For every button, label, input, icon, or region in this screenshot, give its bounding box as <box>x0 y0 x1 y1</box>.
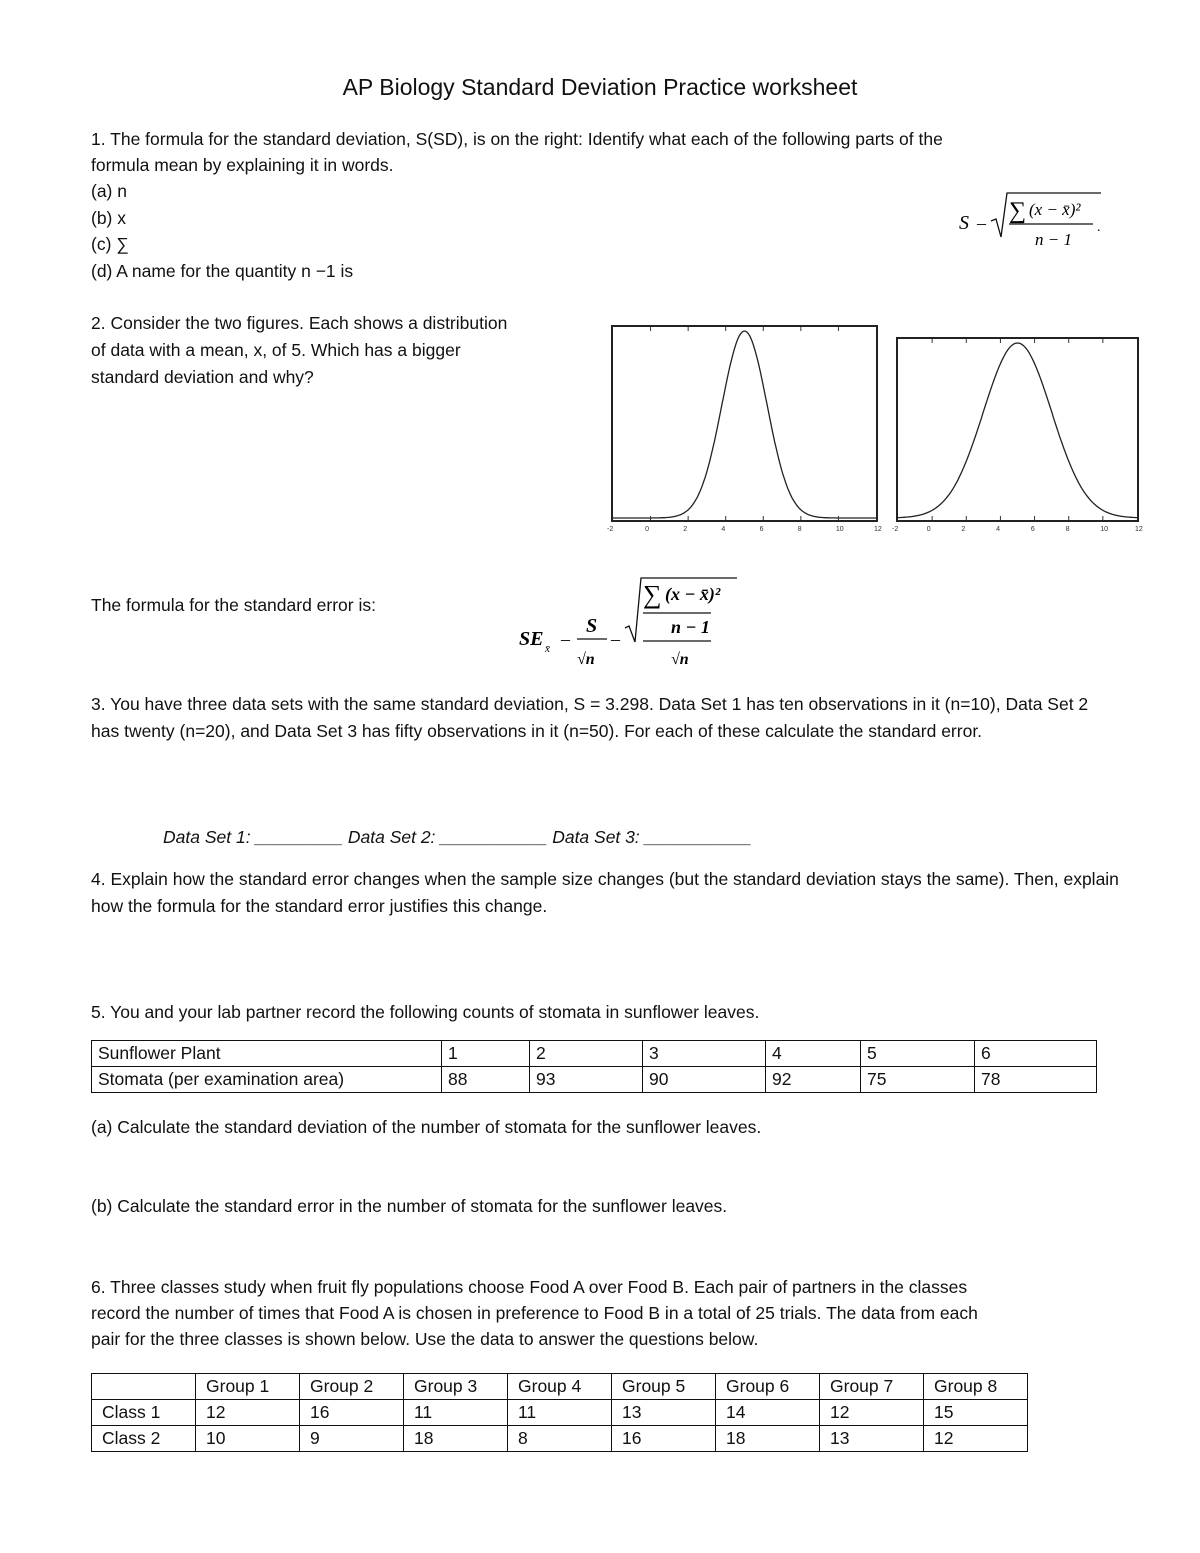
sd-formula-denominator: n − 1 <box>1035 230 1072 249</box>
table-cell: 14 <box>716 1400 820 1426</box>
q2-line-1: 2. Consider the two figures. Each shows a distribution <box>91 313 508 333</box>
table-cell: 88 <box>442 1067 530 1093</box>
table-cell <box>92 1374 196 1400</box>
wide-distribution-tick-label: 12 <box>1135 526 1143 533</box>
table-cell: Group 1 <box>196 1374 300 1400</box>
table-cell: 6 <box>975 1041 1097 1067</box>
q5-part-b: (b) Calculate the standard error in the number of stomata for the sunflower leaves. <box>91 1196 728 1216</box>
table-cell: 92 <box>766 1067 861 1093</box>
stomata-table <box>91 1040 1097 1093</box>
table-cell: 4 <box>766 1041 861 1067</box>
narrow-distribution-tick-label: 6 <box>759 526 764 533</box>
wide-distribution-plot <box>898 339 1137 520</box>
q3-answer-blanks: Data Set 1: _________ Data Set 2: ___________ Data Set 3: ___________ <box>163 827 752 847</box>
narrow-distribution-tick-label: 10 <box>835 526 844 533</box>
narrow-distribution-tick-label: 8 <box>797 526 802 533</box>
narrow-distribution-tick-label: 12 <box>874 526 882 533</box>
table-cell: Group 8 <box>924 1374 1028 1400</box>
table-cell: Group 5 <box>612 1374 716 1400</box>
table-cell: Group 4 <box>508 1374 612 1400</box>
se-formula-lhs: SE <box>519 628 544 650</box>
wide-distribution-tick-label: -2 <box>892 526 899 533</box>
se-formula-root-n-2: √n <box>671 651 689 668</box>
table-cell: 18 <box>716 1426 820 1452</box>
q1-part-b: (b) x <box>91 208 126 228</box>
q1-part-c: (c) ∑ <box>91 234 129 254</box>
svg-text:–: – <box>611 629 620 649</box>
table-cell: Class 1 <box>92 1400 196 1426</box>
narrow-distribution-tick-label: 0 <box>645 526 650 533</box>
fruit-fly-table <box>91 1373 1028 1452</box>
table-cell: 12 <box>196 1400 300 1426</box>
q1-line-2: formula mean by explaining it in words. <box>91 155 394 175</box>
svg-text:–: – <box>561 629 570 649</box>
wide-distribution-figure <box>896 337 1139 522</box>
q6-line-2: record the number of times that Food A is chosen in preference to Food B in a total of 25 trials. The data from each <box>91 1303 978 1323</box>
table-cell: 11 <box>508 1400 612 1426</box>
se-formula-sum: ∑ <box>643 580 662 609</box>
table-cell: 13 <box>612 1400 716 1426</box>
se-formula-numerator: (x − x̄)² <box>665 584 721 604</box>
se-formula-s: S <box>586 615 598 637</box>
wide-distribution-tick-label: 2 <box>961 526 966 533</box>
sd-formula-sum: ∑ <box>1009 198 1027 224</box>
table-cell: Class 2 <box>92 1426 196 1452</box>
q5-intro: 5. You and your lab partner record the following counts of stomata in sunflower leaves. <box>91 1002 760 1022</box>
table-cell: Group 6 <box>716 1374 820 1400</box>
table-row <box>92 1426 1028 1452</box>
table-cell: 3 <box>643 1041 766 1067</box>
sd-formula-numerator: (x − x̄)² <box>1029 200 1081 219</box>
table-cell: 8 <box>508 1426 612 1452</box>
q5-part-a: (a) Calculate the standard deviation of the number of stomata for the sunflower leaves. <box>91 1117 762 1137</box>
wide-distribution-tick-label: 0 <box>926 526 931 533</box>
narrow-distribution-plot <box>613 327 876 520</box>
table-cell: 16 <box>300 1400 404 1426</box>
table-row <box>92 1400 1028 1426</box>
table-row <box>92 1374 1028 1400</box>
table-cell: 90 <box>643 1067 766 1093</box>
svg-text:.: . <box>1097 220 1101 235</box>
narrow-distribution-tick-label: 4 <box>721 526 726 533</box>
table-cell: 5 <box>861 1041 975 1067</box>
q1-line-1: 1. The formula for the standard deviation, S(SD), is on the right: Identify what each of the following parts of the <box>91 129 943 149</box>
table-cell: 12 <box>820 1400 924 1426</box>
page-title: AP Biology Standard Deviation Practice worksheet <box>342 74 858 100</box>
q2-line-2: of data with a mean, x, of 5. Which has a bigger <box>91 340 461 360</box>
table-cell: 75 <box>861 1067 975 1093</box>
q1-part-d: (d) A name for the quantity n −1 is <box>91 261 354 281</box>
table-cell: 13 <box>820 1426 924 1452</box>
se-formula <box>515 570 750 670</box>
table-cell: 9 <box>300 1426 404 1452</box>
wide-distribution-tick-label: 8 <box>1065 526 1070 533</box>
q1-part-a: (a) n <box>91 181 127 201</box>
q6-line-1: 6. Three classes study when fruit fly populations choose Food A over Food B. Each pair of partners in the classes <box>91 1277 968 1297</box>
table-cell: 18 <box>404 1426 508 1452</box>
se-formula-subscript: x̄ <box>545 643 550 655</box>
se-formula-denominator: n − 1 <box>671 617 710 637</box>
table-cell: 2 <box>530 1041 643 1067</box>
table-cell: 12 <box>924 1426 1028 1452</box>
table-cell: Group 2 <box>300 1374 404 1400</box>
table-cell: 16 <box>612 1426 716 1452</box>
q6-line-3: pair for the three classes is shown below. Use the data to answer the questions below. <box>91 1329 759 1349</box>
table-row <box>92 1067 1097 1093</box>
wide-distribution-curve <box>898 343 1137 518</box>
wide-distribution-tick-label: 10 <box>1100 526 1109 533</box>
table-cell: 11 <box>404 1400 508 1426</box>
sd-formula <box>955 185 1105 255</box>
q4-text: 4. Explain how the standard error changes when the sample size changes (but the standard deviation stays the same). Then, explain how the formula for the standard error justifies this change. <box>91 869 1119 916</box>
table-cell: 93 <box>530 1067 643 1093</box>
narrow-distribution-tick-label: -2 <box>607 526 614 533</box>
q3-text: 3. You have three data sets with the same standard deviation, S = 3.298. Data Set 1 has ten observations in it (n=10), Data Set 2 has twenty (n=20), and Data Set 3 has fifty observations in it (n=50). For each of these calculate the standard error. <box>91 694 1089 741</box>
q2-line-3: standard deviation and why? <box>91 367 314 387</box>
se-intro: The formula for the standard error is: <box>91 595 376 615</box>
narrow-distribution-tick-label: 2 <box>683 526 688 533</box>
table-cell: 1 <box>442 1041 530 1067</box>
narrow-distribution-figure <box>611 325 878 522</box>
narrow-distribution-curve <box>613 331 876 518</box>
table-cell: Stomata (per examination area) <box>92 1067 442 1093</box>
table-cell: Sunflower Plant <box>92 1041 442 1067</box>
table-cell: 10 <box>196 1426 300 1452</box>
sd-formula-lhs: S <box>959 212 969 234</box>
table-row <box>92 1041 1097 1067</box>
table-cell: 15 <box>924 1400 1028 1426</box>
table-cell: Group 7 <box>820 1374 924 1400</box>
sd-formula-equals: – <box>977 213 986 233</box>
se-formula-root-n: √n <box>577 651 595 668</box>
table-cell: Group 3 <box>404 1374 508 1400</box>
wide-distribution-tick-label: 6 <box>1030 526 1035 533</box>
table-cell: 78 <box>975 1067 1097 1093</box>
wide-distribution-tick-label: 4 <box>996 526 1001 533</box>
